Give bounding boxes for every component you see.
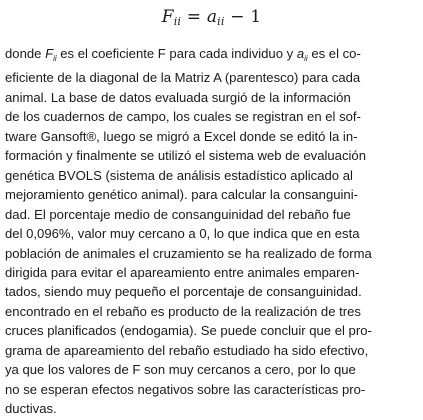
equation-lhs-subscript: ii <box>173 15 182 28</box>
equation-lhs-var: F <box>161 7 174 27</box>
symbol-a: a <box>296 46 305 61</box>
paragraph-line: ductivas. <box>5 401 57 417</box>
paragraph-text: es el coeficiente F para cada individuo y <box>56 46 297 61</box>
paragraph-line: ya que los valores de F son muy cercanos a cero, por lo que <box>5 362 356 378</box>
equation-rhs-var: a <box>206 7 218 27</box>
symbol-f-subscript: ii <box>53 54 57 63</box>
paragraph-line: encontrado en el rebaño es producto de la realización de tres <box>5 303 361 319</box>
paragraph-line: dad. El porcentaje medio de consanguinidad del rebaño fue <box>5 206 351 222</box>
paragraph-line: del 0,096%, valor muy cercano a 0, lo que indica que en esta <box>5 226 360 242</box>
paragraph-line: tados, siendo muy pequeño el porcentaje de consanguinidad. <box>5 284 362 300</box>
paragraph-line: genética BVOLS (sistema de análisis estadístico aplicado al <box>5 167 353 183</box>
body-paragraph <box>5 44 416 419</box>
paragraph-line: no se esperan efectos negativos sobre las características pro- <box>5 381 366 397</box>
equation-rhs-subscript: ii <box>217 15 225 28</box>
paragraph-line <box>5 44 416 68</box>
paragraph-text: donde <box>5 46 46 61</box>
paragraph-line: cruces planificados (endogamia). Se puede concluir que el pro- <box>5 323 372 339</box>
paragraph-text: es el co- <box>307 46 361 61</box>
paragraph-line: eficiente de la diagonal de la Matriz A (parentesco) para cada <box>5 70 361 86</box>
paragraph-line: mejoramiento genético animal). para calcular la consanguini- <box>5 187 358 203</box>
paragraph-line: de los cuadernos de campo, los cuales se registran en el sof- <box>5 109 361 125</box>
symbol-a-subscript: ii <box>304 54 308 63</box>
paragraph-line: grama de apareamiento del rebaño estudiado ha sido efectivo, <box>5 342 369 358</box>
equation <box>0 6 423 33</box>
paragraph-line: formación y finalmente se utilizó el sistema web de evaluación <box>5 148 366 164</box>
paragraph-line: dirigida para evitar el apareamiento entre animales emparen- <box>5 264 360 280</box>
paragraph-line: animal. La base de datos evaluada surgió de la información <box>5 89 351 105</box>
paragraph-line: tware Gansoft®, luego se migró a Excel donde se editó la in- <box>5 128 358 144</box>
equation-rhs-rest: − 1 <box>224 7 262 27</box>
paragraph-line: población de animales el cruzamiento se ha realizado de forma <box>5 245 372 261</box>
symbol-f: F <box>45 46 54 61</box>
equation-equals: = <box>181 7 207 27</box>
